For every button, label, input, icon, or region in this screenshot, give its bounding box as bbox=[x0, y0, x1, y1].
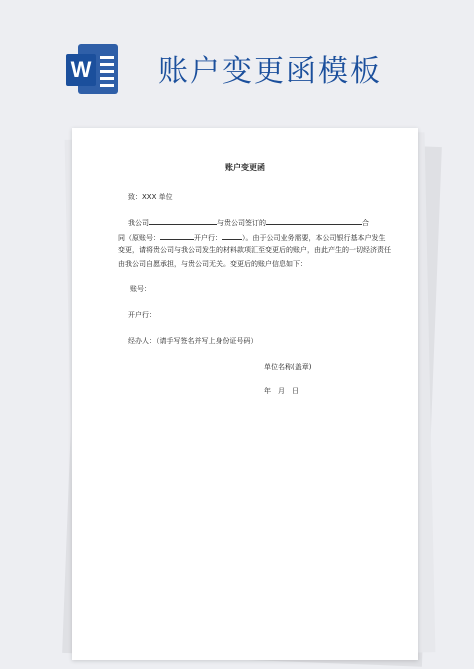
contract-text: 合 bbox=[362, 219, 369, 227]
paragraph-line-2 bbox=[118, 231, 386, 243]
signed-text: 与贵公司签订的 bbox=[217, 219, 266, 227]
handler-line: 经办人：（请手写签名并写上身份证号码） bbox=[128, 337, 258, 345]
reason-text: ）。由于公司业务需要，本公司银行基本户发生 bbox=[242, 234, 386, 242]
contract-blank bbox=[266, 216, 362, 225]
document-page bbox=[72, 128, 418, 660]
banner-title: 账户变更函模板 bbox=[158, 54, 382, 89]
date-line: 年 月 日 bbox=[264, 387, 299, 395]
bank-text: 开户行： bbox=[194, 234, 222, 242]
document-title: 账户变更函 bbox=[225, 163, 265, 172]
company-blank bbox=[149, 216, 217, 225]
banner bbox=[0, 0, 474, 120]
word-icon-letter: W bbox=[66, 54, 96, 86]
org-signature: 单位名称(盖章) bbox=[264, 363, 312, 371]
paragraph-line-3: 变更，请将贵公司与我公司发生的材料款项汇至变更后的账户，由此产生的一切经济责任 bbox=[118, 246, 391, 254]
company-text: 我公司 bbox=[128, 219, 149, 227]
paragraph-line-1 bbox=[128, 216, 376, 228]
original-account-text: 同（原账号： bbox=[118, 234, 160, 242]
document-body bbox=[72, 128, 418, 660]
bank-blank bbox=[222, 231, 242, 240]
word-icon bbox=[60, 40, 122, 98]
account-label: 账号： bbox=[130, 285, 151, 293]
bank-label: 开户行： bbox=[128, 311, 156, 319]
paragraph-line-4: 由我公司自愿承担，与贵公司无关。变更后的账户信息如下： bbox=[118, 260, 307, 268]
original-account-blank bbox=[160, 231, 194, 240]
recipient-line: 致：XXX 单位 bbox=[128, 193, 173, 201]
